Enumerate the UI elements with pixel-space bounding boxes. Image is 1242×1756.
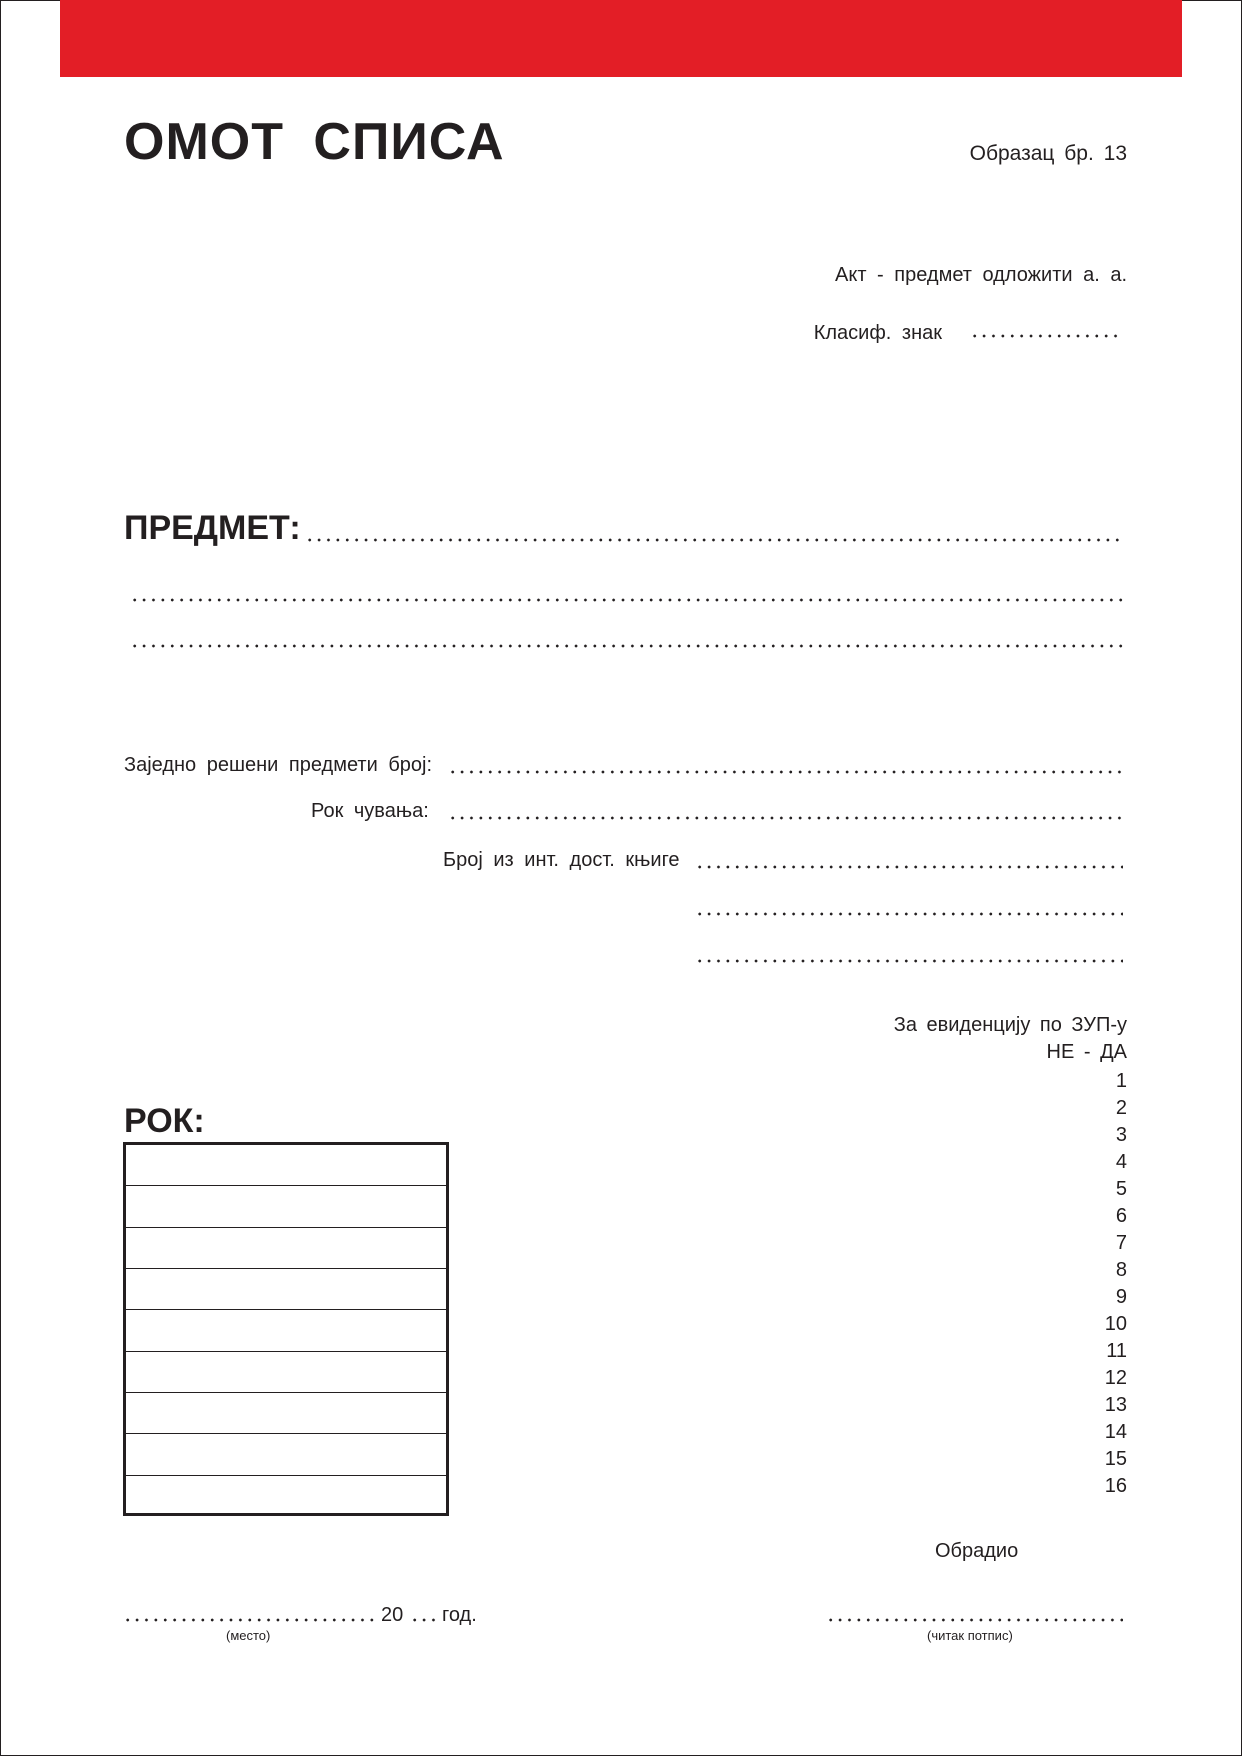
deadline-row[interactable] [126,1393,446,1434]
place-field[interactable] [123,1617,375,1623]
zup-number: 2 [1115,1097,1127,1119]
zup-number: 6 [1115,1205,1127,1227]
zup-number: 8 [1115,1259,1127,1281]
zup-number: 4 [1115,1151,1127,1173]
deadline-row[interactable] [126,1228,446,1269]
zup-options: НЕ - ДА [1046,1041,1127,1063]
deadline-table [123,1142,449,1516]
subject-field-line-2[interactable] [130,597,1123,603]
signature-field[interactable] [826,1617,1123,1623]
zup-number: 12 [1104,1367,1127,1389]
zup-number: 9 [1115,1286,1127,1308]
act-line: Акт - предмет одложити а. а. [835,264,1127,286]
signature-caption: (читак потпис) [927,1628,1013,1643]
deadline-row[interactable] [126,1269,446,1310]
processed-by-label: Обрадио [935,1540,1019,1562]
form-number: Образац бр. 13 [969,142,1127,165]
zup-number: 15 [1104,1448,1127,1470]
subject-field-line-3[interactable] [130,643,1123,649]
deadline-label: РОК: [124,1102,205,1140]
year-prefix: 20 [381,1604,404,1626]
retention-field[interactable] [448,815,1123,821]
zup-number: 13 [1104,1394,1127,1416]
year-field[interactable] [410,1617,438,1623]
deadline-row[interactable] [126,1186,446,1227]
int-delivery-field-2[interactable] [695,911,1123,917]
int-delivery-field-3[interactable] [695,958,1123,964]
resolved-together-field[interactable] [448,769,1123,775]
zup-number: 14 [1104,1421,1127,1443]
zup-title: За евиденцију по ЗУП-у [893,1014,1127,1036]
zup-number: 7 [1115,1232,1127,1254]
deadline-row[interactable] [126,1434,446,1475]
classif-label: Класиф. знак [813,322,942,344]
zup-number: 10 [1104,1313,1127,1335]
int-delivery-label: Број из инт. дост. књиге [443,849,680,871]
resolved-together-label: Заједно решени предмети број: [124,754,433,776]
zup-number: 11 [1106,1340,1127,1362]
int-delivery-field-1[interactable] [695,864,1123,870]
retention-label: Рок чувања: [311,800,429,822]
year-suffix: год. [442,1604,477,1626]
deadline-row[interactable] [126,1352,446,1393]
header-red-bar [60,0,1182,77]
classif-field[interactable] [970,333,1122,339]
deadline-row[interactable] [126,1145,446,1186]
zup-number: 16 [1104,1475,1127,1497]
zup-number: 1 [1115,1070,1127,1092]
zup-number-list [1105,1068,1127,1500]
subject-label: ПРЕДМЕТ: [124,509,301,547]
form-title: ОМОТ СПИСА [124,113,505,171]
place-caption: (место) [226,1628,271,1643]
zup-number: 3 [1115,1124,1127,1146]
subject-field-line-1[interactable] [305,537,1123,543]
deadline-row[interactable] [126,1310,446,1351]
zup-number: 5 [1115,1178,1127,1200]
deadline-row[interactable] [126,1476,446,1517]
